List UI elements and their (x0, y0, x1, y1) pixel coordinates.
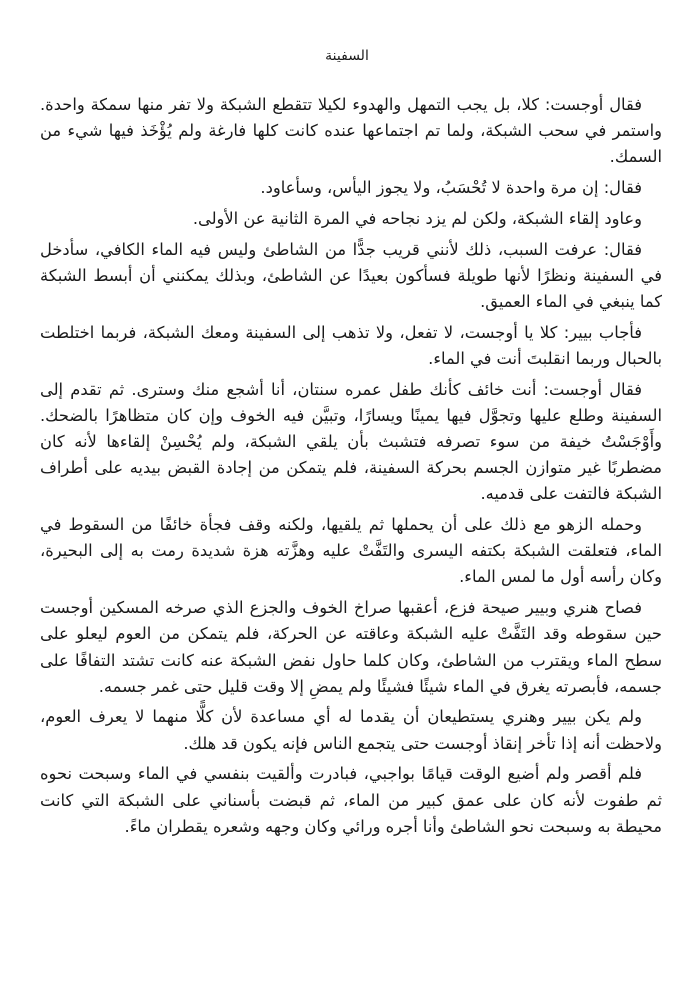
paragraph: ولم يكن بيير وهنري يستطيعان أن يقدما له أي مساعدة لأن كلًّا منهما لا يعرف العوم، ولاحظت أنه إذا تأخر إنقاذ أوجست حتى يتجمع الناس فإنه يكون قد هلك. (40, 707, 662, 753)
paragraph: فقال: عرفت السبب، ذلك لأنني قريب جدًّا من الشاطئ وليس فيه الماء الكافي، سأدخل في السفينة ونظرًا لأنها طويلة فسأكون بعيدًا عن الشاطئ، وبذلك يمكنني أن أبسط الشبكة كما ينبغي في الماء العميق. (40, 239, 662, 311)
paragraph: فأجاب بيير: كلا يا أوجست، لا تفعل، ولا تذهب إلى السفينة ومعك الشبكة، فربما اختلطت بالحبال وربما انقلبتَ أنت في الماء. (40, 322, 662, 368)
paragraph: فصاح هنري وبيير صيحة فزع، أعقبها صراخ الخوف والجزع الذي صرخه المسكين أوجست حين سقوطه وقد التَفَّتْ عليه الشبكة وعاقته عن الحركة، فلم يتمكن من العوم ليعلو على سطح الماء ويقترب من الشاطئ، وكان كلما حاول نفض الشبكة عنه كانت تشتد التفافًا على جسمه، فأبصرته يغرق في الماء شيئًا فشيئًا ولم يمضِ إلا وقت قليل حتى غمر جسمه. (40, 598, 662, 696)
paragraph: فلم أقصر ولم أضيع الوقت قيامًا بواجبي، فبادرت وألقيت بنفسي في الماء وسبحت نحوه ثم طفوت لأنه كان على عمق كبير من الماء، ثم قبضت بأسناني على الشبكة التي كانت محيطة به وسبحت نحو الشاطئ وأنا أجره ورائي وكان وجهه وشعره يقطران ماءً. (40, 764, 662, 836)
paragraph: فقال أوجست: كلا، بل يجب التمهل والهدوء لكيلا تتقطع الشبكة ولا تفر منها سمكة واحدة. واستمر في سحب الشبكة، ولما تم اجتماعها عنده كانت كلها فارغة ولم يُؤْخَذ فيها شيء من السمك. (40, 95, 662, 167)
page-title: السفينة (325, 48, 369, 64)
paragraph: فقال: إن مرة واحدة لا تُحْسَبُ، ولا يجوز اليأس، وسأعاود. (260, 178, 642, 198)
paragraph: وعاود إلقاء الشبكة، ولكن لم يزد نجاحه في المرة الثانية عن الأولى. (192, 208, 642, 228)
paragraph: وحمله الزهو مع ذلك على أن يحملها ثم يلقيها، ولكنه وقف فجأة خائفًا من السقوط في الماء، فتعلقت الشبكة بكتفه اليسرى والتَفَّتْ عليه وهزَّته هزة شديدة رمت به إلى البحيرة، وكان رأسه أول ما لمس الماء. (40, 515, 662, 587)
paragraph: فقال أوجست: أنت خائف كأنك طفل عمره سنتان، أنا أشجع منك وسترى. ثم تقدم إلى السفينة وطلع عليها وتجوَّل فيها يمينًا ويسارًا، وتبيَّن فيه الخوف وإن كان متظاهرًا بالضحك. وأَوْجَسْتُ خيفة من سوء تصرفه فتشبث بأن يلقي الشبكة، ولم يُحْسِنْ إلقاءها لأنه كان مضطربًا غير متوازن الجسم بحركة السفينة، فلم يتمكن من إجادة القبض بيديه على أطراف الشبكة فالتفت على قدميه. (40, 379, 662, 504)
body-text (40, 92, 662, 840)
